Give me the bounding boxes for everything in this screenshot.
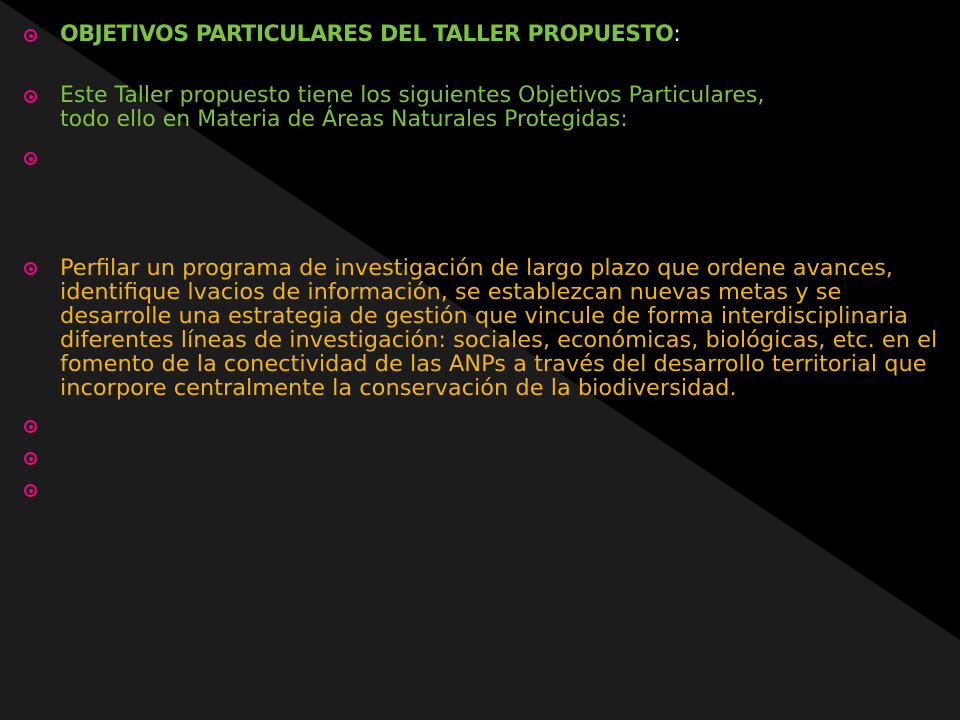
- slide-heading: [60, 22, 924, 48]
- circle-dot-bullet-icon: [24, 90, 37, 103]
- circle-dot-bullet-icon: [24, 420, 37, 433]
- list-item-empty: [24, 478, 924, 502]
- list-item-empty: [24, 414, 924, 438]
- circle-dot-bullet-icon: [24, 452, 37, 465]
- heading-text: OBJETIVOS PARTICULARES DEL TALLER PROPUESTO: [60, 22, 674, 47]
- list-item-objective: [24, 256, 950, 400]
- circle-dot-bullet-icon: [24, 29, 37, 42]
- intro-text: Este Taller propuesto tiene los siguientes Objetivos Particulares, todo ello en Materia de Áreas Naturales Protegidas:: [60, 83, 765, 132]
- list-item-empty: [24, 146, 924, 170]
- circle-dot-bullet-icon: [24, 484, 37, 497]
- list-item-intro: [24, 84, 820, 132]
- objective-text: Perfilar un programa de investigación de largo plazo que ordene avances, identifique lvacios de información, se establezcan nuevas metas y se desarrolle una estrategia de gestión que vincule de forma interdisciplinaria diferentes líneas de investigación: sociales, económicas, biológicas, etc. en el fomento de la conectividad de las ANPs a través del desarrollo territorial que incorpore centralmente la conservación de la biodiversidad.: [60, 255, 938, 401]
- circle-dot-bullet-icon: [24, 262, 37, 275]
- list-item-empty: [24, 446, 924, 470]
- heading-colon: :: [673, 22, 681, 47]
- list-item-heading: [24, 22, 924, 48]
- slide-content: [24, 22, 938, 502]
- circle-dot-bullet-icon: [24, 152, 37, 165]
